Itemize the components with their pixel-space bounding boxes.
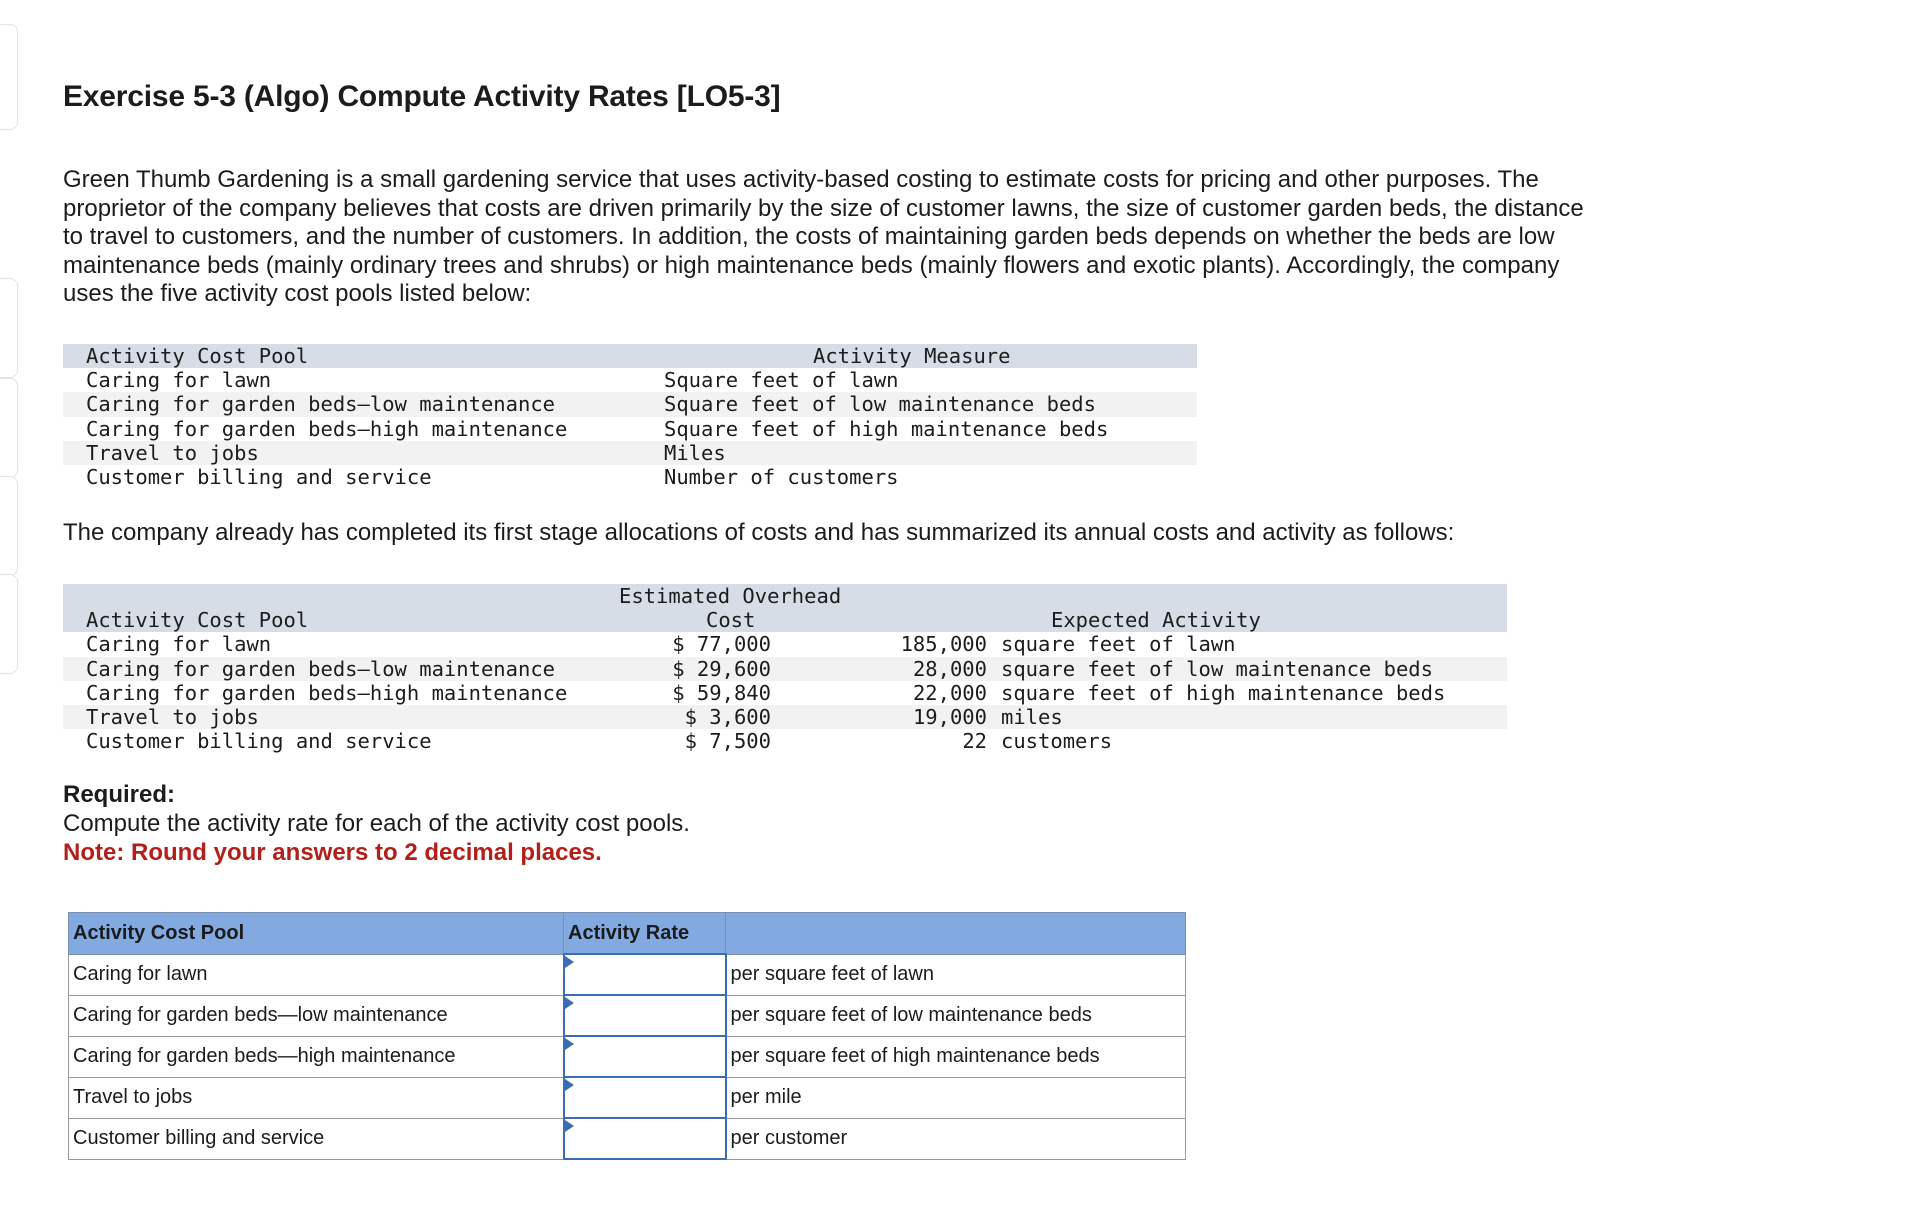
table-row (69, 1118, 1186, 1159)
activity-rate-input-billing[interactable] (565, 1121, 725, 1156)
activity-rate-cell (564, 1118, 726, 1159)
input-flag-icon (565, 1038, 574, 1050)
table-row (63, 392, 1197, 416)
pool-cell: Customer billing and service (86, 464, 432, 489)
page-title: Exercise 5-3 (Algo) Compute Activity Rates [LO5-3] (63, 80, 781, 113)
intro-paragraph: Green Thumb Gardening is a small gardening service that uses activity-based costing to estimate costs for pricing and other purposes. The proprietor of the company believes that costs are driven primarily by the size of customer lawns, the size of customer garden beds, the distance to travel to customers, and the number of customers. In addition, the costs of maintaining garden beds depends on whether the beds are low maintenance beds (mainly ordinary trees and shrubs) or high maintenance beds (mainly flowers and exotic plants). Accordingly, the company uses the five activity cost pools listed below: (63, 166, 1584, 307)
table-row (69, 1036, 1186, 1077)
header-unit (726, 913, 1186, 955)
unit-cell: per square feet of high maintenance beds (726, 1036, 1186, 1077)
header-activity-rate: Activity Rate (564, 913, 726, 955)
side-tab (0, 24, 18, 130)
quantity-cell: 22,000 (912, 680, 987, 705)
table-row (63, 368, 1197, 392)
activity-rate-cell (564, 995, 726, 1036)
cost-cell: $ 59,840 (672, 680, 771, 705)
cost-cell: $ 77,000 (672, 632, 771, 657)
pool-cell: Travel to jobs (69, 1077, 564, 1118)
table-row (63, 465, 1197, 489)
measure-cell: Square feet of low maintenance beds (664, 392, 1096, 417)
answer-table (68, 912, 1186, 1160)
measure-cell: Number of customers (664, 464, 899, 489)
header-cost: Cost (706, 608, 756, 633)
cost-activity-table (63, 584, 1507, 753)
pool-cell: Caring for lawn (86, 632, 272, 657)
table-row (63, 441, 1197, 465)
table-row (63, 417, 1197, 441)
quantity-cell: 19,000 (912, 704, 987, 729)
header-activity-cost-pool: Activity Cost Pool (86, 608, 309, 633)
unit-cell: miles (1001, 704, 1063, 729)
activity-rate-input-high-maintenance[interactable] (565, 1039, 725, 1074)
quantity-cell: 28,000 (912, 656, 987, 681)
unit-cell: per square feet of lawn (726, 954, 1186, 995)
pool-cell: Caring for garden beds–high maintenance (86, 680, 568, 705)
unit-cell: per customer (726, 1118, 1186, 1159)
table-row (69, 954, 1186, 995)
table-header-row (63, 584, 1507, 608)
unit-cell: square feet of lawn (1001, 632, 1236, 657)
activity-measure-table (63, 344, 1197, 489)
table-row (63, 681, 1507, 705)
pool-cell: Travel to jobs (86, 704, 259, 729)
side-tab (0, 476, 18, 576)
pool-cell: Caring for lawn (69, 954, 564, 995)
pool-cell: Caring for garden beds—low maintenance (69, 995, 564, 1036)
unit-cell: square feet of high maintenance beds (1001, 680, 1446, 705)
table-row (69, 995, 1186, 1036)
required-instruction: Compute the activity rate for each of the activity cost pools. (63, 810, 690, 837)
quantity-cell: 22 (962, 729, 987, 754)
activity-rate-cell (564, 1077, 726, 1118)
activity-rate-cell (564, 1036, 726, 1077)
cost-cell: $ 7,500 (684, 729, 771, 754)
input-flag-icon (565, 1120, 574, 1132)
answer-header-row (69, 913, 1186, 955)
pool-cell: Caring for lawn (86, 368, 272, 393)
pool-cell: Caring for garden beds–low maintenance (86, 392, 555, 417)
unit-cell: customers (1001, 729, 1113, 754)
activity-rate-input-travel[interactable] (565, 1080, 725, 1115)
side-tab (0, 378, 18, 478)
rounding-note: Note: Round your answers to 2 decimal places. (63, 839, 602, 866)
pool-cell: Customer billing and service (69, 1118, 564, 1159)
header-activity-cost-pool: Activity Cost Pool (86, 344, 309, 368)
table-row (63, 705, 1507, 729)
cost-cell: $ 29,600 (672, 656, 771, 681)
input-flag-icon (565, 1079, 574, 1091)
table-header-row (63, 608, 1507, 632)
unit-cell: per square feet of low maintenance beds (726, 995, 1186, 1036)
header-activity-measure: Activity Measure (813, 344, 1011, 368)
table-row (69, 1077, 1186, 1118)
header-estimated-overhead: Estimated Overhead (619, 584, 842, 608)
input-flag-icon (565, 956, 574, 968)
activity-rate-cell (564, 954, 726, 995)
activity-rate-input-lawn[interactable] (565, 957, 725, 992)
quantity-cell: 185,000 (900, 632, 987, 657)
table-row (63, 657, 1507, 681)
side-tab (0, 574, 18, 674)
pool-cell: Caring for garden beds–low maintenance (86, 656, 555, 681)
unit-cell: per mile (726, 1077, 1186, 1118)
header-activity-cost-pool: Activity Cost Pool (69, 913, 564, 955)
activity-rate-input-low-maintenance[interactable] (565, 998, 725, 1033)
header-expected-activity: Expected Activity (1051, 608, 1261, 633)
side-tab (0, 278, 18, 378)
input-flag-icon (565, 997, 574, 1009)
table-header-row (63, 344, 1197, 368)
unit-cell: square feet of low maintenance beds (1001, 656, 1433, 681)
measure-cell: Square feet of lawn (664, 368, 899, 393)
pool-cell: Travel to jobs (86, 440, 259, 465)
required-label: Required: (63, 781, 176, 808)
pool-cell: Caring for garden beds—high maintenance (69, 1036, 564, 1077)
cost-cell: $ 3,600 (684, 704, 771, 729)
measure-cell: Square feet of high maintenance beds (664, 416, 1109, 441)
pool-cell: Caring for garden beds–high maintenance (86, 416, 568, 441)
measure-cell: Miles (664, 440, 726, 465)
pool-cell: Customer billing and service (86, 729, 432, 754)
table-row (63, 729, 1507, 753)
table-row (63, 632, 1507, 656)
summary-text: The company already has completed its first stage allocations of costs and has summarized its annual costs and activity as follows: (63, 519, 1455, 546)
